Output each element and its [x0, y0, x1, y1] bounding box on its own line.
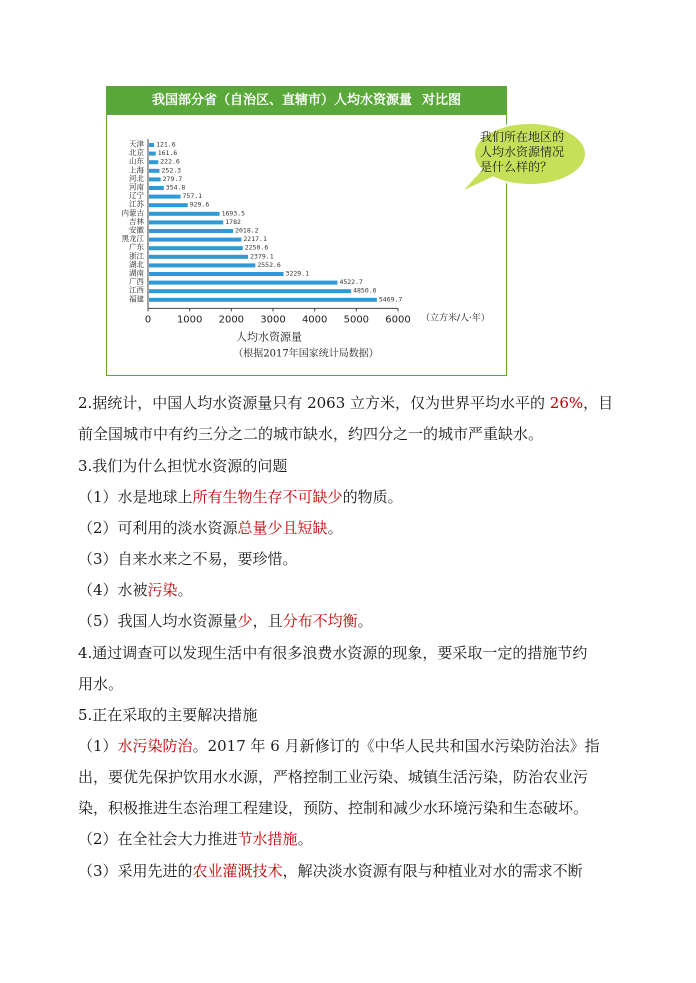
text-span: ，解决淡水资源有限与种植业对水的需求不断 — [282, 862, 583, 880]
value-label: 1693.5 — [221, 209, 246, 218]
bar — [149, 203, 188, 207]
item-3-2 — [78, 513, 638, 544]
category-label: 湖南 — [129, 268, 144, 278]
text-span: （1） — [78, 737, 118, 755]
category-label: 江苏 — [129, 199, 144, 209]
text-span: 。 — [177, 581, 193, 599]
category-label: 福建 — [129, 294, 144, 304]
figure-title-sub: 对比图 — [422, 93, 462, 108]
heading-5 — [78, 700, 638, 731]
x-tick-label: 2000 — [218, 314, 245, 326]
bar — [149, 272, 284, 276]
x-tick-label: 4000 — [301, 314, 328, 326]
value-label: 2552.6 — [257, 260, 281, 269]
bar — [149, 229, 233, 233]
bar — [149, 220, 223, 224]
text-span: （2）在全社会大力推进 — [78, 830, 238, 848]
highlight-text: 节水措施 — [237, 830, 298, 848]
x-tick-label: 0 — [144, 314, 152, 326]
highlight-text: 26% — [549, 394, 584, 412]
highlight-text: 污染 — [147, 581, 178, 599]
text-span: 2.据统计，中国人均水资源量只有 2063 立方米，仅为世界平均水平的 — [78, 394, 550, 412]
bar — [149, 160, 158, 164]
category-label: 辽宁 — [129, 191, 144, 201]
value-label: 2250.6 — [244, 243, 269, 252]
value-label: 929.6 — [189, 200, 210, 209]
bubble-line: 人均水资源情况 — [480, 145, 565, 159]
x-unit-label: （立方米/人·年） — [421, 313, 490, 324]
bar — [149, 212, 220, 216]
text-line: 4.通过调查可以发现生活中有很多浪费水资源的现象，要采取一定的措施节约 — [78, 644, 588, 662]
value-label: 2018.2 — [235, 226, 259, 235]
category-label: 湖北 — [129, 259, 144, 269]
value-label: 161.6 — [157, 149, 178, 158]
bar — [149, 289, 351, 293]
value-label: 5469.7 — [378, 295, 403, 304]
highlight-text: 农业灌溉技术 — [192, 862, 283, 880]
bar — [149, 186, 164, 190]
text-span: 。2017 年 6 月新修订的《中华人民共和国水污染防治法》指 — [192, 737, 600, 755]
value-label: 121.6 — [156, 140, 176, 149]
x-axis-title: 人均水资源量 — [236, 330, 302, 344]
item-5-3 — [78, 856, 638, 887]
text-span: ，且 — [252, 612, 283, 630]
x-tick-label: 1000 — [176, 314, 203, 326]
text-span: 。 — [327, 519, 343, 537]
category-label: 北京 — [129, 148, 144, 158]
category-label: 内蒙古 — [121, 208, 144, 218]
highlight-text: 少 — [237, 612, 253, 630]
value-label: 4850.6 — [353, 286, 377, 295]
text-line: 前全国城市中有约三分之二的城市缺水，约四分之一的城市严重缺水。 — [78, 425, 544, 443]
paragraph-4 — [78, 638, 638, 700]
category-label: 河北 — [129, 173, 144, 183]
item-3-4 — [78, 575, 638, 606]
text-span: ，目 — [583, 394, 614, 412]
value-label: 279.7 — [162, 174, 183, 183]
bar — [149, 298, 377, 302]
text-line: 用水。 — [78, 675, 124, 693]
highlight-text: 水污染防治 — [117, 737, 193, 755]
highlight-text: 分布不均衡 — [282, 612, 358, 630]
category-label: 黑龙江 — [121, 234, 144, 244]
category-label: 浙江 — [129, 251, 144, 261]
item-3-3 — [78, 544, 638, 575]
bar — [149, 195, 181, 199]
value-label: 222.6 — [160, 157, 180, 166]
text-line: （3）自来水来之不易，要珍惜。 — [78, 550, 298, 568]
bar — [149, 246, 243, 250]
highlight-text: 总量少且短缺 — [237, 519, 328, 537]
text-span: （2）可利用的淡水资源 — [78, 519, 238, 537]
bar — [149, 255, 248, 259]
bubble-text — [480, 130, 580, 175]
item-5-2 — [78, 824, 638, 855]
figure-title-main: 我国部分省（自治区、直辖市）人均水资源量 — [151, 93, 412, 108]
heading-3 — [78, 451, 638, 482]
x-tick-label: 5000 — [343, 314, 370, 326]
value-label: 2217.1 — [243, 235, 267, 244]
bar — [149, 281, 337, 285]
bar — [149, 263, 255, 267]
bar — [149, 238, 241, 242]
category-label: 山东 — [129, 156, 144, 166]
category-label: 天津 — [129, 139, 144, 149]
text-line: 出，要优先保护饮用水水源，严格控制工业污染、城镇生活污染，防治农业污 — [78, 768, 589, 786]
item-3-5 — [78, 606, 638, 637]
value-label: 4522.7 — [339, 278, 363, 287]
category-label: 上海 — [129, 165, 144, 175]
text-span: 。 — [297, 830, 313, 848]
text-span: 的物质。 — [342, 488, 403, 506]
category-label: 吉林 — [129, 216, 144, 226]
category-label: 江西 — [129, 285, 144, 295]
source-note: （根据2017年国家统计局数据） — [233, 348, 379, 360]
text-span: （3）采用先进的 — [78, 862, 193, 880]
category-label: 河南 — [129, 182, 144, 192]
category-label: 安徽 — [129, 225, 144, 235]
bubble-line: 是什么样的？ — [480, 160, 553, 174]
value-label: 252.3 — [161, 166, 182, 175]
highlight-text: 所有生物生存不可缺少 — [192, 488, 343, 506]
value-label: 1782 — [225, 217, 241, 226]
value-label: 3229.1 — [285, 269, 310, 278]
text-span: 。 — [357, 612, 373, 630]
value-label: 2379.1 — [250, 252, 274, 261]
x-tick-label: 3000 — [260, 314, 286, 326]
paragraph-2 — [78, 388, 638, 450]
bar — [149, 177, 161, 181]
bar — [149, 143, 154, 147]
value-label: 354.8 — [165, 183, 186, 192]
bar-chart — [0, 0, 696, 383]
item-3-1 — [78, 482, 638, 513]
bar — [149, 169, 160, 173]
text-line: 染，积极推进生态治理工程建设，预防、控制和减少水环境污染和生态破坏。 — [78, 799, 589, 817]
text-span: （5）我国人均水资源量 — [78, 612, 238, 630]
text-span: （4）水被 — [78, 581, 148, 599]
text-line: 3.我们为什么担忧水资源的问题 — [78, 457, 288, 475]
category-label: 广西 — [129, 277, 144, 287]
text-line: 5.正在采取的主要解决措施 — [78, 706, 258, 724]
text-span: （1）水是地球上 — [78, 488, 193, 506]
item-5-1 — [78, 731, 638, 824]
x-tick-label: 6000 — [385, 314, 411, 326]
bubble-line: 我们所在地区的 — [480, 130, 565, 144]
category-label: 广东 — [129, 242, 144, 252]
value-label: 757.1 — [182, 192, 203, 201]
bar — [149, 152, 156, 156]
